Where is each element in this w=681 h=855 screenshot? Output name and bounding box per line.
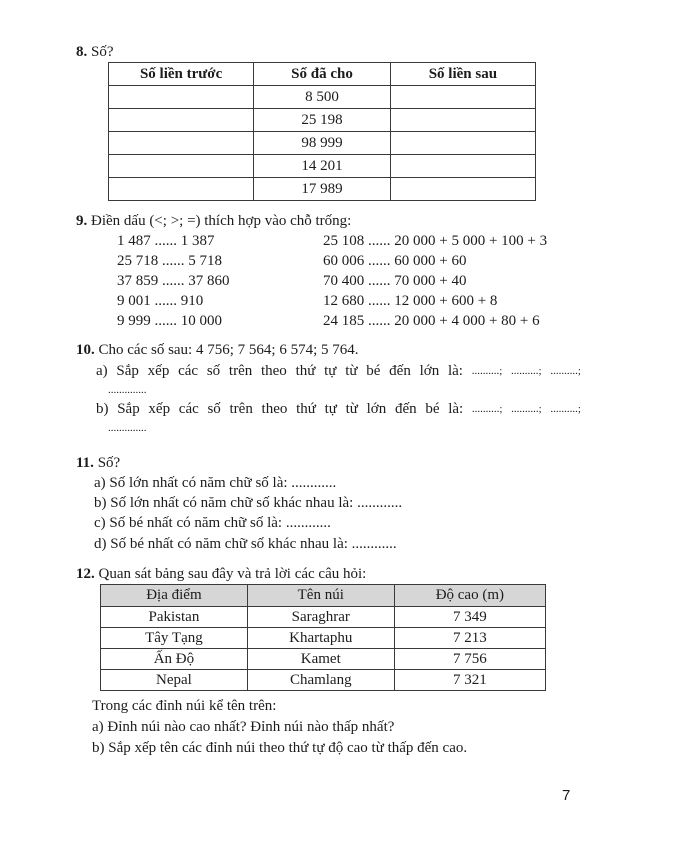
ex11-heading — [76, 454, 120, 472]
cell-after[interactable] — [390, 109, 535, 132]
ex9-right-2: 70 400 ...... 70 000 + 40 — [323, 273, 467, 289]
word: thứ — [296, 401, 316, 417]
word: ..........; — [511, 365, 542, 377]
header-height: Độ cao (m) — [394, 585, 545, 607]
table-row — [109, 86, 536, 109]
ex9-left-4: 9 999 ...... 10 000 — [117, 313, 222, 329]
header-mountain: Tên núi — [247, 585, 394, 607]
word: theo — [260, 363, 287, 379]
word: Sắp — [116, 363, 139, 379]
ex8-title: Số? — [91, 44, 114, 60]
ex12-heading — [76, 565, 366, 583]
word: các — [178, 401, 199, 417]
word: ..........; — [550, 365, 581, 377]
table-row — [101, 628, 546, 649]
ex11-number: 11. — [76, 455, 94, 471]
ex12-intro: Trong các đỉnh núi kể tên trên: — [92, 698, 277, 714]
table-row — [109, 132, 536, 155]
ex10-question-b-cont: .............. — [108, 422, 147, 434]
ex10-question-a-cont: .............. — [108, 384, 147, 396]
cell-given: 17 989 — [254, 178, 391, 201]
ex9-right-3: 12 680 ...... 12 000 + 600 + 8 — [323, 293, 498, 309]
cell-given: 98 999 — [254, 132, 391, 155]
ex8-heading — [76, 43, 114, 61]
cell-given: 14 201 — [254, 155, 391, 178]
ex10-title: Cho các số sau: 4 756; 7 564; 6 574; 5 764. — [98, 342, 359, 358]
word: bé — [425, 401, 440, 417]
ex11-item-a: a) Số lớn nhất có năm chữ số là: ............ — [94, 475, 337, 491]
header-given: Số đã cho — [254, 63, 391, 86]
cell-before[interactable] — [109, 86, 254, 109]
cell-height: 7 213 — [394, 628, 545, 649]
header-place: Địa điểm — [101, 585, 248, 607]
table-row — [101, 670, 546, 691]
word: trên — [229, 401, 253, 417]
ex10-question-b — [96, 400, 581, 418]
word: là: — [447, 363, 463, 379]
cell-given: 8 500 — [254, 86, 391, 109]
word: đến — [389, 363, 411, 379]
cell-mountain: Kamet — [247, 649, 394, 670]
ex9-title: Điền dấu (<; >; =) thích hợp vào chỗ trống: — [91, 213, 352, 229]
ex9-right-4: 24 185 ...... 20 000 + 4 000 + 80 + 6 — [323, 313, 540, 329]
ex12-number: 12. — [76, 566, 95, 582]
cell-height: 7 321 — [394, 670, 545, 691]
word: lớn — [366, 401, 387, 417]
ex9-right-1: 60 006 ...... 60 000 + 60 — [323, 253, 467, 269]
ex9-number: 9. — [76, 213, 88, 229]
word: xếp — [147, 363, 170, 379]
cell-after[interactable] — [390, 155, 535, 178]
table-row — [109, 155, 536, 178]
word: ..........; — [550, 403, 581, 415]
cell-place: Ấn Độ — [101, 649, 248, 670]
word: số — [206, 363, 221, 379]
word: a) — [96, 363, 108, 379]
cell-after[interactable] — [390, 86, 535, 109]
word: b) — [96, 401, 109, 417]
page-number: 7 — [562, 787, 571, 804]
cell-height: 7 756 — [394, 649, 545, 670]
word: thứ — [295, 363, 316, 379]
header-before: Số liền trước — [109, 63, 254, 86]
ex12-table — [100, 584, 546, 691]
word: lớn — [419, 363, 440, 379]
ex10-heading — [76, 341, 358, 359]
word: ..........; — [471, 365, 503, 377]
ex9-left-0: 1 487 ...... 1 387 — [117, 233, 215, 249]
word: ..........; — [511, 403, 542, 415]
ex11-item-d: d) Số bé nhất có năm chữ số khác nhau là: ............ — [94, 536, 397, 552]
ex8-table-header — [109, 63, 536, 86]
word: ..........; — [471, 403, 503, 415]
cell-given: 25 198 — [254, 109, 391, 132]
table-row — [109, 178, 536, 201]
ex9-right-0: 25 108 ...... 20 000 + 5 000 + 100 + 3 — [323, 233, 548, 249]
cell-place: Pakistan — [101, 607, 248, 628]
ex9-heading — [76, 212, 351, 230]
ex8-number: 8. — [76, 44, 88, 60]
word: các — [178, 363, 199, 379]
ex9-left-2: 37 859 ...... 37 860 — [117, 273, 230, 289]
ex12-question-b: b) Sắp xếp tên các đỉnh núi theo thứ tự độ cao từ thấp đến cao. — [92, 740, 468, 756]
word: đến — [394, 401, 417, 417]
cell-mountain: Saraghrar — [247, 607, 394, 628]
cell-before[interactable] — [109, 178, 254, 201]
word: trên — [228, 363, 253, 379]
ex12-question-a: a) Đỉnh núi nào cao nhất? Đỉnh núi nào thấp nhất? — [92, 719, 395, 735]
cell-before[interactable] — [109, 132, 254, 155]
header-after: Số liền sau — [390, 63, 535, 86]
ex10-question-a — [96, 362, 581, 380]
table-row — [101, 607, 546, 628]
cell-mountain: Chamlang — [247, 670, 394, 691]
cell-place: Nepal — [101, 670, 248, 691]
ex9-left-3: 9 001 ...... 910 — [117, 293, 204, 309]
word: theo — [261, 401, 288, 417]
table-row — [109, 109, 536, 132]
cell-after[interactable] — [390, 132, 535, 155]
ex9-left-1: 25 718 ...... 5 718 — [117, 253, 222, 269]
word: tự — [324, 363, 337, 379]
ex12-title: Quan sát bảng sau đây và trả lời các câu hỏi: — [98, 566, 367, 582]
ex11-item-c: c) Số bé nhất có năm chữ số là: ............ — [94, 515, 331, 531]
word: từ — [345, 401, 358, 417]
cell-before[interactable] — [109, 109, 254, 132]
word: xếp — [148, 401, 171, 417]
cell-after[interactable] — [390, 178, 535, 201]
word: là: — [448, 401, 464, 417]
table-row — [101, 649, 546, 670]
cell-place: Tây Tạng — [101, 628, 248, 649]
ex8-table — [108, 62, 536, 201]
cell-before[interactable] — [109, 155, 254, 178]
word: từ — [345, 363, 358, 379]
ex11-title: Số? — [97, 455, 121, 471]
word: số — [207, 401, 221, 417]
ex10-number: 10. — [76, 342, 95, 358]
word: bé — [366, 363, 381, 379]
ex12-table-header — [101, 585, 546, 607]
word: Sắp — [117, 401, 140, 417]
word: tự — [324, 401, 337, 417]
cell-height: 7 349 — [394, 607, 545, 628]
cell-mountain: Khartaphu — [247, 628, 394, 649]
ex11-item-b: b) Số lớn nhất có năm chữ số khác nhau là: ............ — [94, 495, 403, 511]
